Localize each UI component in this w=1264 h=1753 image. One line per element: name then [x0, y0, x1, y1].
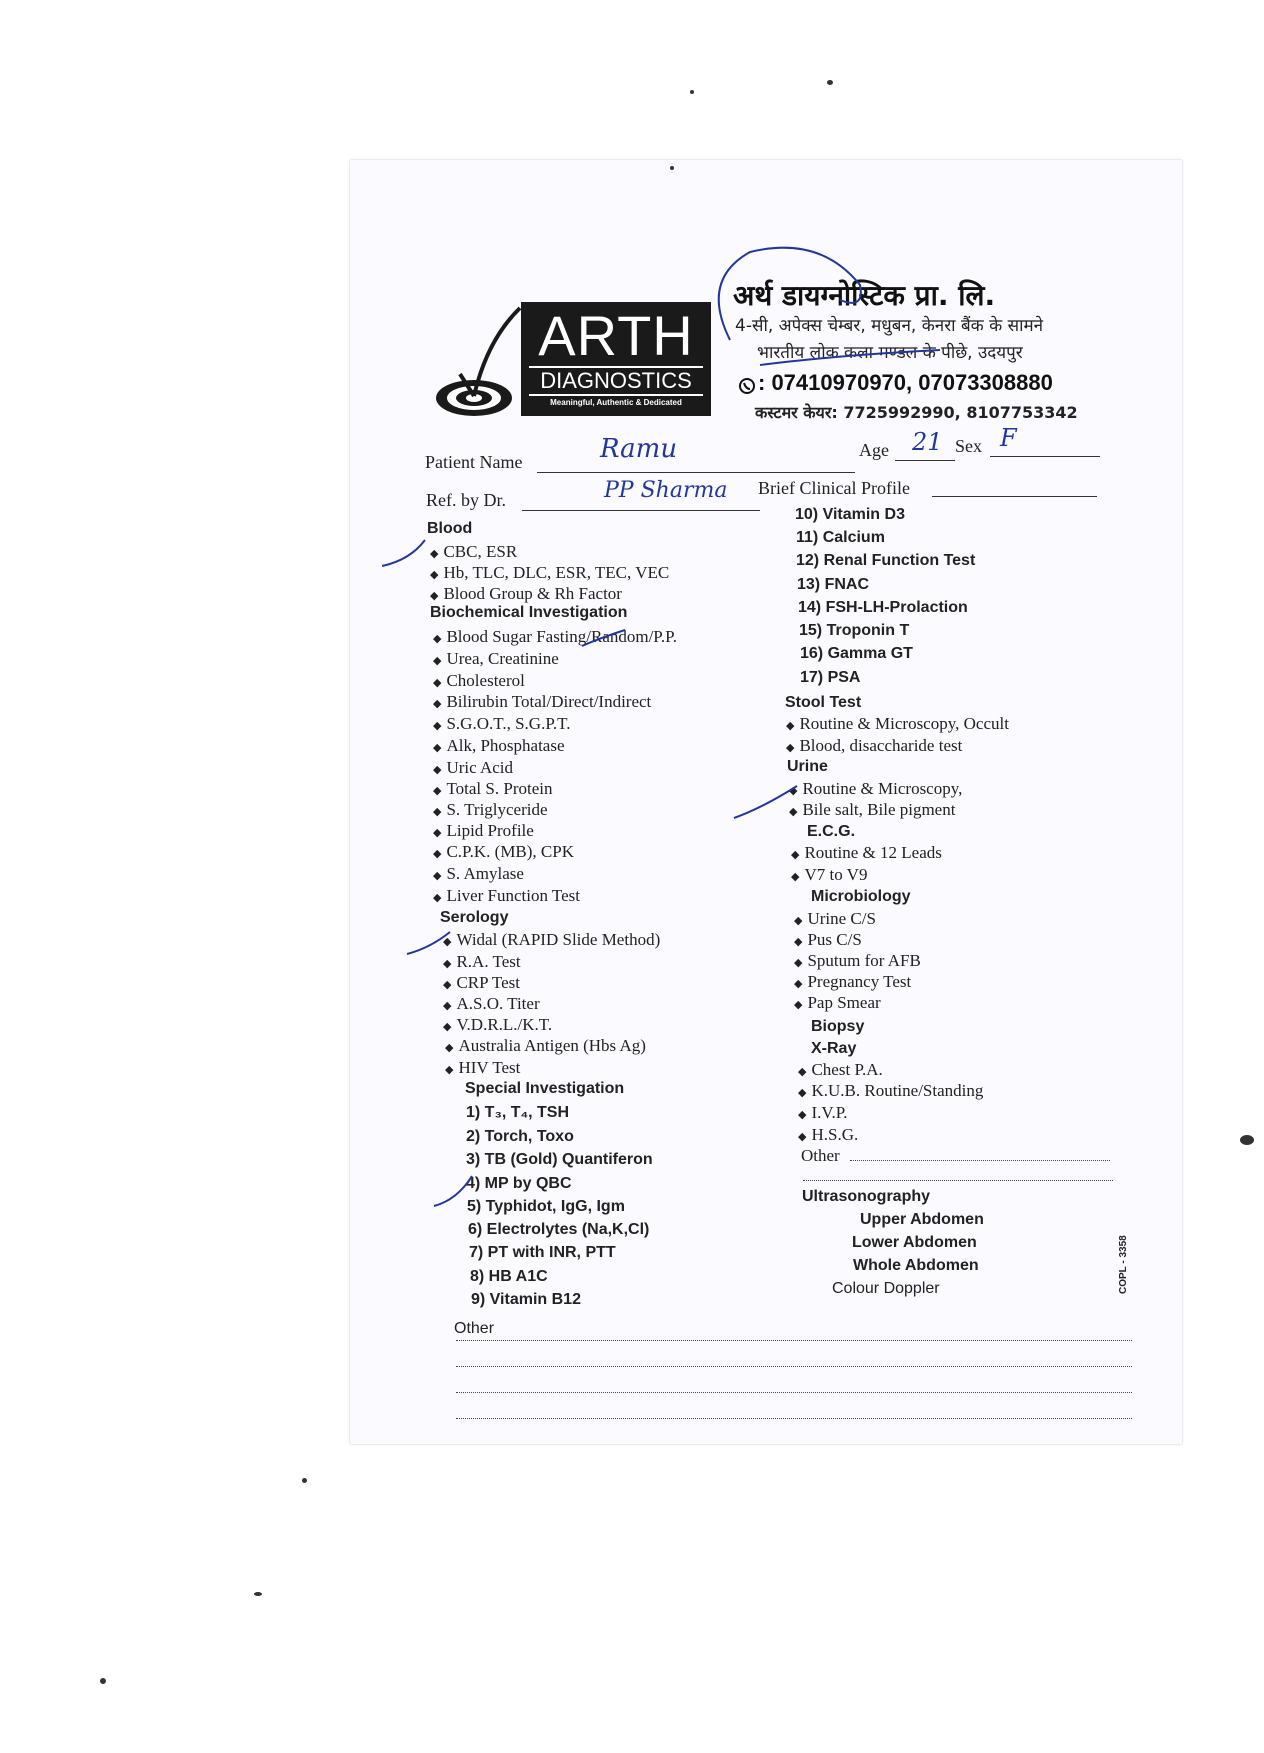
target-logo-icon [432, 300, 532, 420]
test-item[interactable]: ◆ Blood Group & Rh Factor [430, 584, 622, 603]
test-item[interactable]: ◆ H.S.G. [798, 1125, 859, 1144]
test-item[interactable]: ◆ Sputum for AFB [794, 951, 921, 970]
speck [254, 1592, 262, 1596]
test-item[interactable]: 7) PT with INR, PTT [469, 1244, 616, 1261]
test-item[interactable]: 16) Gamma GT [800, 645, 913, 662]
speck [690, 90, 694, 94]
test-item[interactable]: ◆ Blood, disaccharide test [786, 736, 963, 755]
test-item[interactable]: ◆ Widal (RAPID Slide Method) [443, 930, 661, 949]
speck [100, 1678, 106, 1684]
test-item[interactable]: ◆ Hb, TLC, DLC, ESR, TEC, VEC [430, 563, 670, 582]
test-item[interactable]: 13) FNAC [797, 576, 870, 593]
test-item[interactable]: Whole Abdomen [853, 1257, 979, 1274]
test-item[interactable]: ◆ V.D.R.L./K.T. [443, 1015, 553, 1034]
checkmark-icon [432, 1170, 482, 1210]
test-item[interactable]: ◆ Bile salt, Bile pigment [789, 800, 956, 819]
test-item[interactable]: 12) Renal Function Test [796, 552, 976, 569]
phone-icon [738, 377, 756, 400]
test-item[interactable]: ◆ Pus C/S [794, 930, 862, 949]
speck [1240, 1135, 1254, 1145]
speck [670, 166, 674, 170]
age-value[interactable]: 21 [912, 428, 943, 456]
test-item[interactable]: ◆ Routine & Microscopy, [789, 779, 963, 798]
patient-name-label: Patient Name [425, 452, 523, 472]
test-item[interactable]: 15) Troponin T [799, 622, 910, 639]
phone-numbers: : 07410970970, 07073308880 [758, 370, 1053, 395]
test-item[interactable]: 3) TB (Gold) Quantiferon [466, 1151, 653, 1168]
ref-doctor-value[interactable]: PP Sharma [604, 478, 728, 503]
section-xray: X-Ray [811, 1040, 857, 1057]
test-item[interactable]: ◆ S. Triglyceride [433, 800, 548, 819]
test-item[interactable]: ◆ Urea, Creatinine [433, 649, 559, 668]
section-special-investigation: Special Investigation [465, 1080, 625, 1097]
clinical-profile-label: Brief Clinical Profile [758, 478, 910, 498]
test-item[interactable]: ◆ Cholesterol [433, 671, 525, 690]
test-item[interactable]: ◆ Pregnancy Test [794, 972, 912, 991]
test-item[interactable]: 8) HB A1C [470, 1268, 548, 1285]
test-item[interactable]: ◆ Bilirubin Total/Direct/Indirect [433, 692, 652, 711]
section-microbiology: Microbiology [811, 888, 911, 905]
test-item[interactable]: ◆ Uric Acid [433, 758, 514, 777]
sex-value[interactable]: F [1000, 424, 1017, 452]
checkmark-icon [732, 780, 802, 820]
logo-sub-text: DIAGNOSTICS [529, 366, 703, 396]
speck [827, 80, 833, 85]
test-item[interactable]: Lower Abdomen [852, 1234, 977, 1251]
test-item[interactable]: 5) Typhidot, IgG, Igm [467, 1198, 625, 1215]
other-line[interactable] [456, 1392, 1132, 1393]
test-item[interactable]: ◆ S.G.O.T., S.G.P.T. [433, 714, 571, 733]
section-serology: Serology [440, 909, 509, 926]
sex-label: Sex [955, 436, 982, 456]
test-item[interactable]: ◆ CBC, ESR [430, 542, 518, 561]
patient-name-value[interactable]: Ramu [600, 434, 678, 464]
section-ecg: E.C.G. [807, 823, 856, 840]
test-item[interactable]: ◆ Pap Smear [794, 993, 881, 1012]
ink-scribble [690, 240, 990, 370]
section-ultrasonography: Ultrasonography [802, 1188, 931, 1205]
other-line-right[interactable] [850, 1160, 1110, 1161]
test-item[interactable]: ◆ Routine & Microscopy, Occult [786, 714, 1009, 733]
test-item[interactable]: ◆ Chest P.A. [798, 1060, 883, 1079]
test-item[interactable]: 2) Torch, Toxo [466, 1128, 574, 1145]
test-item[interactable]: 4) MP by QBC [466, 1175, 572, 1192]
test-item[interactable]: ◆ Urine C/S [794, 909, 876, 928]
test-item[interactable]: ◆ I.V.P. [798, 1103, 848, 1122]
test-item[interactable]: ◆ Lipid Profile [433, 821, 534, 840]
test-item[interactable]: ◆ HIV Test [445, 1058, 521, 1077]
test-item[interactable]: ◆ Total S. Protein [433, 779, 553, 798]
test-item[interactable]: Upper Abdomen [860, 1211, 984, 1228]
speck [302, 1478, 307, 1483]
other-line[interactable] [456, 1340, 1132, 1341]
test-item[interactable]: ◆ C.P.K. (MB), CPK [433, 842, 575, 861]
customer-care: कस्टमर केयर: 7725992990, 8107753342 [755, 403, 1078, 422]
checkmark-icon [405, 928, 455, 958]
other-line[interactable] [456, 1418, 1132, 1419]
test-item[interactable]: ◆ Blood Sugar Fasting/Random/P.P. [433, 627, 677, 646]
section-biochemical: Biochemical Investigation [430, 604, 628, 621]
test-item[interactable]: ◆ S. Amylase [433, 864, 524, 883]
test-item[interactable]: 6) Electrolytes (Na,K,Cl) [468, 1221, 650, 1238]
test-item[interactable]: 11) Calcium [796, 529, 885, 546]
section-stool: Stool Test [785, 694, 862, 711]
test-item[interactable]: ◆ Routine & 12 Leads [791, 843, 942, 862]
address-line-2: भारतीय लोक कला मण्डल के पीछे, उदयपुर [757, 343, 1023, 363]
ref-doctor-label: Ref. by Dr. [426, 490, 506, 510]
logo-main-text: ARTH [538, 304, 694, 367]
other-line[interactable] [456, 1366, 1132, 1367]
test-item[interactable]: Colour Doppler [832, 1280, 940, 1297]
test-item[interactable]: ◆ V7 to V9 [791, 865, 868, 884]
section-urine: Urine [787, 758, 828, 775]
test-item[interactable]: ◆ R.A. Test [443, 952, 521, 971]
form-code: COPL - 3358 [1118, 1235, 1129, 1294]
test-item[interactable]: ◆ Alk, Phosphatase [433, 736, 565, 755]
logo-tagline: Meaningful, Authentic & Dedicated [550, 398, 682, 407]
test-item[interactable]: 17) PSA [800, 669, 861, 686]
test-item[interactable]: 9) Vitamin B12 [471, 1291, 581, 1308]
section-blood: Blood [427, 520, 473, 537]
checkmark-icon [380, 530, 440, 570]
other-label-right: Other [801, 1146, 840, 1165]
checkmark-icon [580, 620, 630, 650]
test-item[interactable]: 1) T₃, T₄, TSH [466, 1104, 570, 1121]
test-item[interactable]: ◆ Liver Function Test [433, 886, 581, 905]
other-line-right-2[interactable] [803, 1180, 1113, 1181]
test-item[interactable]: ◆ A.S.O. Titer [443, 994, 540, 1013]
company-logo [521, 302, 711, 416]
address-line-1: 4-सी, अपेक्स चेम्बर, मधुबन, केनरा बैंक के सामने [735, 316, 1044, 336]
other-label-footer: Other [454, 1320, 495, 1337]
section-biopsy: Biopsy [811, 1018, 865, 1035]
test-item[interactable]: ◆ CRP Test [443, 973, 520, 992]
test-item[interactable]: ◆ K.U.B. Routine/Standing [798, 1081, 984, 1100]
company-name-hindi: अर्थ डायग्नोस्टिक प्रा. लि. [733, 279, 996, 312]
age-label: Age [859, 440, 889, 460]
test-item[interactable]: ◆ Australia Antigen (Hbs Ag) [445, 1036, 646, 1055]
test-item[interactable]: 10) Vitamin D3 [795, 506, 905, 523]
test-item[interactable]: 14) FSH-LH-Prolaction [798, 599, 968, 616]
